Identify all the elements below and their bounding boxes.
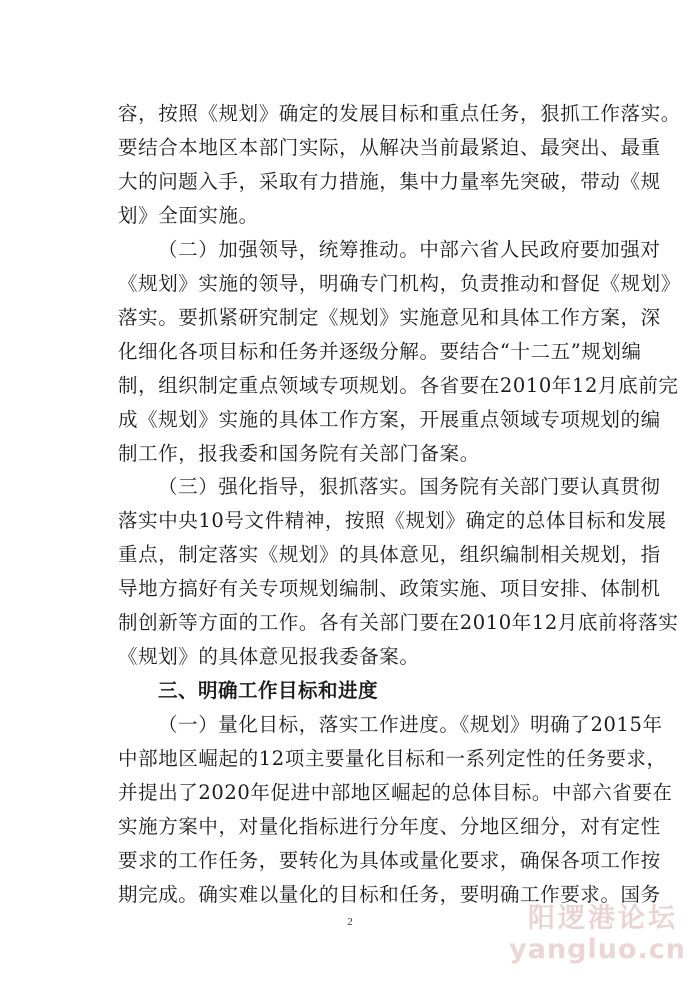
text-line: 重点，制定落实《规划》的具体意见，组织编制相关规划，指 bbox=[118, 543, 661, 566]
paragraph-start-line: （三）强化指导，狠抓落实。国务院有关部门要认真贯彻 bbox=[158, 475, 661, 498]
text-line: 落实中央10号文件精神，按照《规划》确定的总体目标和发展 bbox=[118, 509, 667, 532]
text-line: 划》全面实施。 bbox=[118, 204, 259, 227]
text-line: 制创新等方面的工作。各有关部门要在2010年12月底前将落实 bbox=[118, 611, 679, 634]
text-line: 期完成。确实难以量化的目标和任务，要明确工作要求。国务 bbox=[118, 883, 661, 906]
text-line: 落实。要抓紧研究制定《规划》实施意见和具体工作方案，深 bbox=[118, 306, 661, 329]
text-line: 容，按照《规划》确定的发展目标和重点任务，狠抓工作落实。 bbox=[118, 102, 681, 125]
paragraph-start-line: （一）量化目标，落实工作进度。《规划》明确了2015年 bbox=[158, 713, 663, 736]
paragraph-start-line: （二）加强领导，统筹推动。中部六省人民政府要加强对 bbox=[158, 238, 661, 261]
text-line: 导地方搞好有关专项规划编制、政策实施、项目安排、体制机 bbox=[118, 577, 661, 600]
section-heading: 三、明确工作目标和进度 bbox=[158, 679, 379, 702]
text-line: 要结合本地区本部门实际，从解决当前最紧迫、最突出、最重 bbox=[118, 136, 661, 159]
watermark-en: yangluo.cn bbox=[509, 934, 686, 965]
text-line: 制工作，报我委和国务院有关部门备案。 bbox=[118, 442, 480, 465]
text-line: 并提出了2020年促进中部地区崛起的总体目标。中部六省要在 bbox=[118, 781, 673, 804]
page-number: 2 bbox=[347, 916, 353, 928]
text-line: 化细化各项目标和任务并逐级分解。要结合“十二五”规划编 bbox=[118, 340, 642, 363]
text-line: 成《规划》实施的具体工作方案，开展重点领域专项规划的编 bbox=[118, 408, 661, 431]
text-line: 《规划》的具体意见报我委备案。 bbox=[118, 645, 420, 668]
text-line: 要求的工作任务，要转化为具体或量化要求，确保各项工作按 bbox=[118, 849, 661, 872]
text-line: 《规划》实施的领导，明确专门机构，负责推动和督促《规划》 bbox=[118, 272, 681, 295]
text-line: 中部地区崛起的12项主要量化目标和一系列定性的任务要求， bbox=[118, 747, 667, 770]
text-line: 实施方案中，对量化指标进行分年度、分地区细分，对有定性 bbox=[118, 815, 661, 838]
watermark-cn: 阳逻港论坛 bbox=[528, 903, 678, 934]
text-line: 大的问题入手，采取有力措施，集中力量率先突破，带动《规 bbox=[118, 170, 661, 193]
text-line: 制，组织制定重点领域专项规划。各省要在2010年12月底前完 bbox=[118, 374, 679, 397]
